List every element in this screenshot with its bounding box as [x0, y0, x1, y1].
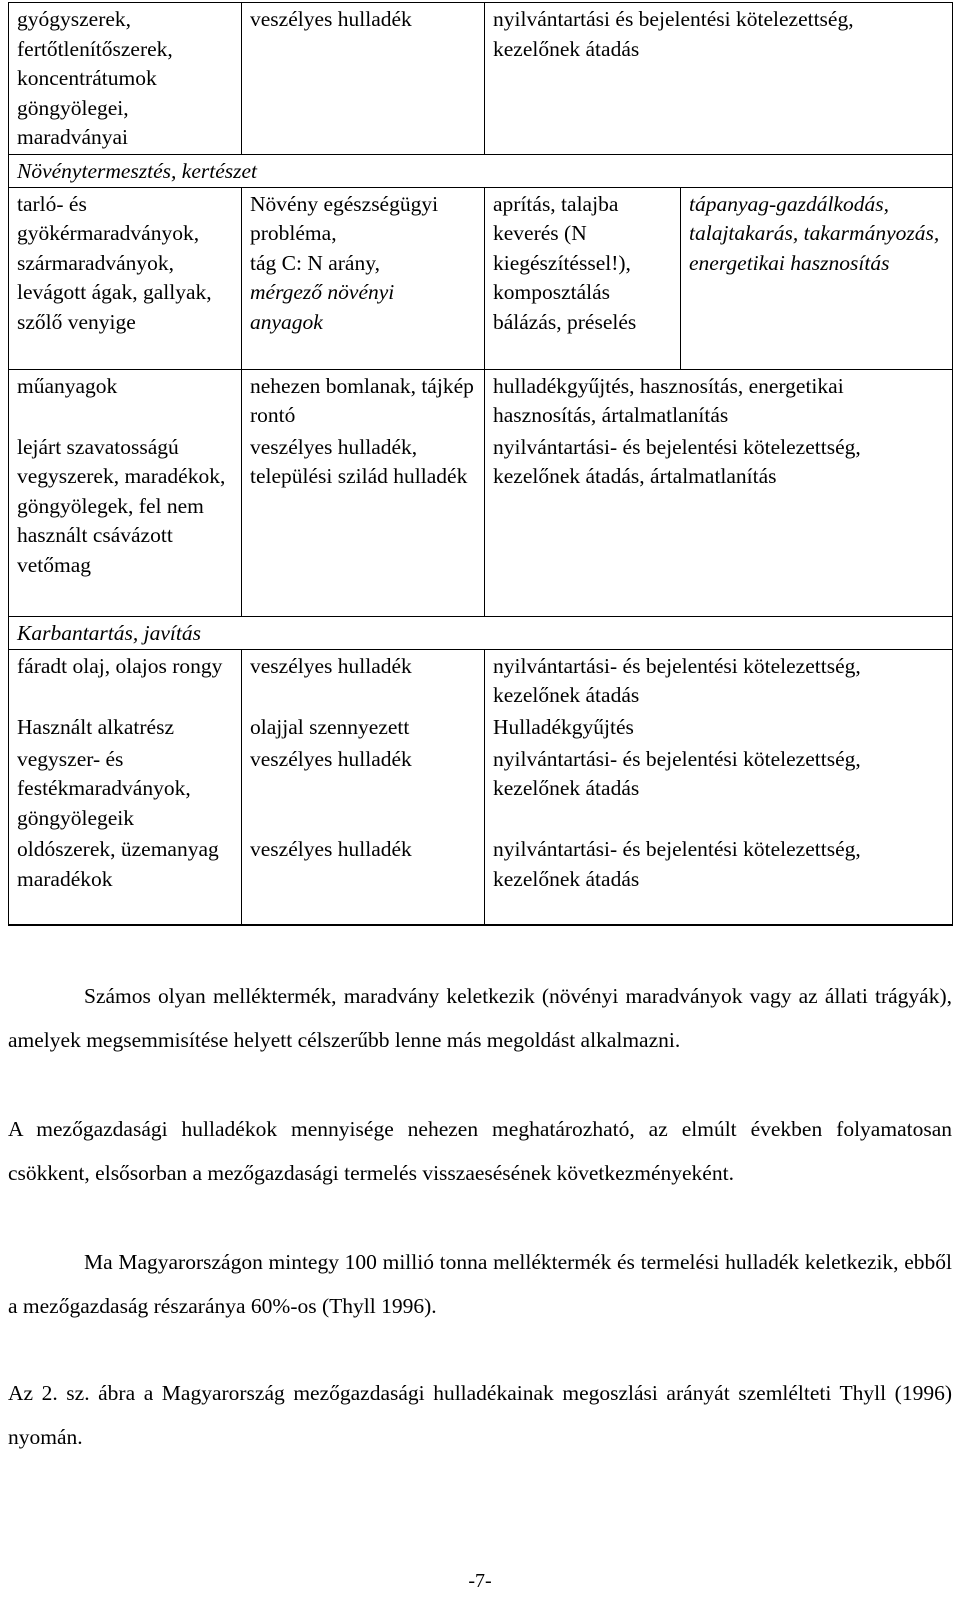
section-row	[9, 617, 953, 650]
material-cell: műanyagok	[9, 369, 242, 431]
table-row	[9, 3, 953, 155]
paragraph: Az 2. sz. ábra a Magyarország mezőgazdasági hulladékainak megoszlási arányát szemlélteti Thyll (1996) nyomán.	[8, 1381, 952, 1449]
problem-cell	[242, 187, 485, 369]
problem-cell: veszélyes hulladék, települési szilád hulladék	[242, 431, 485, 617]
problem-cell: olajjal szennyezett	[242, 711, 485, 743]
treatment-cell: aprítás, talajba keverés (N kiegészítéssel!), komposztálás bálázás, préselés	[485, 187, 681, 369]
problem-cell: veszélyes hulladék	[242, 3, 485, 155]
treatment-cell: nyilvántartási- és bejelentési kötelezettség, kezelőnek átadás, ártalmatlanítás	[485, 431, 953, 617]
problem-line: anyagok	[250, 309, 323, 334]
table-row	[9, 431, 953, 617]
treatment-cell: hulladékgyűjtés, hasznosítás, energetikai hasznosítás, ártalmatlanítás	[485, 369, 953, 431]
paragraph: Számos olyan melléktermék, maradvány keletkezik (növényi maradványok vagy az állati trágyák), amelyek megsemmisítése helyett célszerűbb lenne más megoldást alkalmazni.	[8, 984, 952, 1052]
problem-cell: veszélyes hulladék	[242, 743, 485, 834]
table-row	[9, 649, 953, 711]
paragraph: Ma Magyarországon mintegy 100 millió tonna melléktermék és termelési hulladék keletkezik, ebből a mezőgazdaság részaránya 60%-os (Thyll 1996).	[8, 1250, 952, 1318]
section-label: Karbantartás, javítás	[9, 617, 953, 650]
treatment-cell: nyilvántartási- és bejelentési kötelezettség, kezelőnek átadás	[485, 649, 953, 711]
material-cell: tarló- és gyökérmaradványok, szármaradványok, levágott ágak, gallyak, szőlő venyige	[9, 187, 242, 369]
material-cell: oldószerek, üzemanyag maradékok	[9, 833, 242, 925]
material-cell: Használt alkatrész	[9, 711, 242, 743]
problem-line: probléma,	[250, 221, 337, 245]
table-row	[9, 711, 953, 743]
treatment-cell: nyilvántartási és bejelentési kötelezettség, kezelőnek átadás	[485, 3, 953, 155]
problem-cell: veszélyes hulladék	[242, 833, 485, 925]
problem-line: tág C: N arány,	[250, 250, 380, 275]
material-cell: gyógyszerek, fertőtlenítőszerek, koncentrátumok göngyölegei, maradványai	[9, 3, 242, 155]
page-number: -7-	[468, 1570, 492, 1592]
problem-cell: veszélyes hulladék	[242, 649, 485, 711]
problem-cell: nehezen bomlanak, tájkép rontó	[242, 369, 485, 431]
section-row	[9, 155, 953, 188]
section-label: Növénytermesztés, kertészet	[9, 155, 953, 188]
problem-line: Növény egészségügyi	[250, 191, 439, 216]
table-row	[9, 187, 953, 369]
paragraph: A mezőgazdasági hulladékok mennyisége nehezen meghatározható, az elmúlt években folyamatosan csökkent, elsősorban a mezőgazdasági termelés visszaesésének következményeként.	[8, 1117, 952, 1185]
table-row	[9, 369, 953, 431]
material-cell: fáradt olaj, olajos rongy	[9, 649, 242, 711]
treatment-cell: nyilvántartási- és bejelentési kötelezettség, kezelőnek átadás	[485, 743, 953, 834]
material-cell: vegyszer- és festékmaradványok, göngyölegeik	[9, 743, 242, 834]
table-row	[9, 743, 953, 834]
problem-line: mérgező növényi	[250, 280, 395, 304]
treatment-cell: nyilvántartási- és bejelentési kötelezettség, kezelőnek átadás	[485, 833, 953, 925]
waste-table	[8, 2, 953, 926]
treatment-cell: Hulladékgyűjtés	[485, 711, 953, 743]
use-cell: tápanyag-gazdálkodás, talajtakarás, takarmányozás, energetikai hasznosítás	[681, 187, 953, 369]
table-row	[9, 833, 953, 925]
material-cell: lejárt szavatosságú vegyszerek, maradékok, göngyölegek, fel nem használt csávázott vetőmag	[9, 431, 242, 617]
